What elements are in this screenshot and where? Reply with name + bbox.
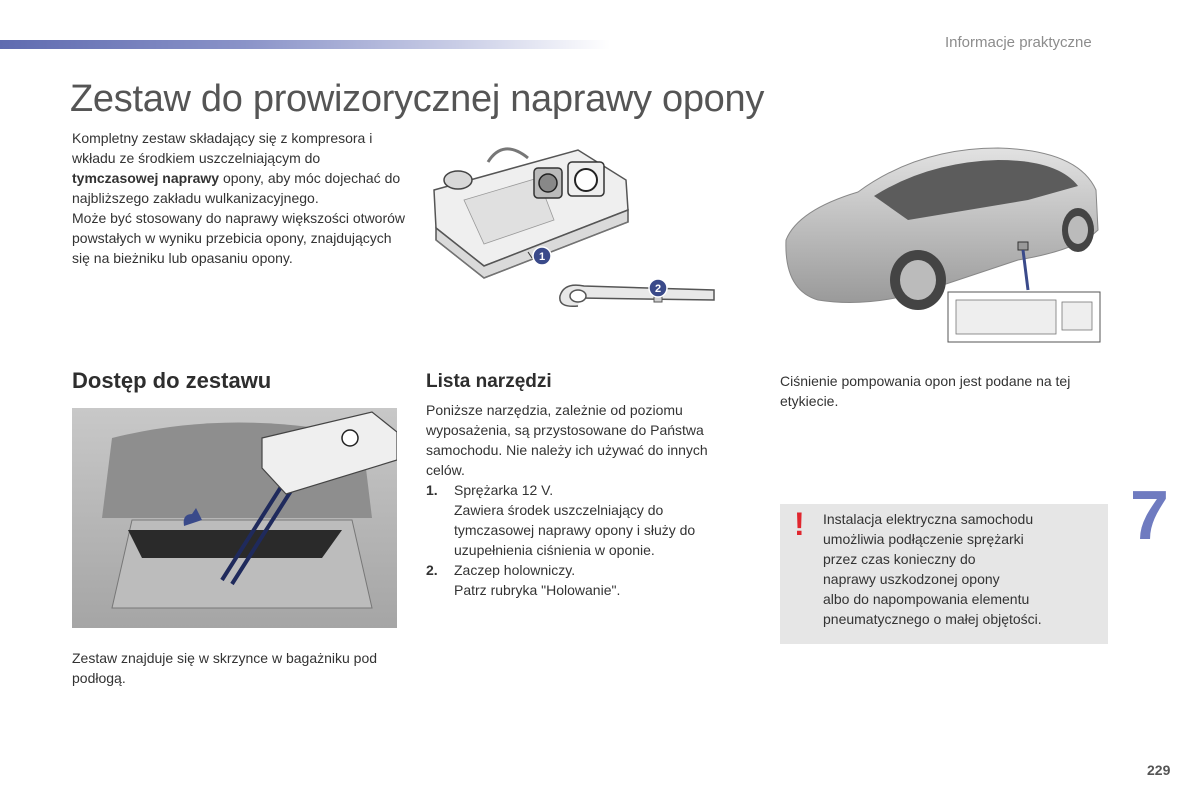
warning-line: Instalacja elektryczna samochodu (823, 511, 1034, 527)
kit-dial-knob (539, 174, 557, 192)
list-item-title: Sprężarka 12 V. (454, 482, 554, 498)
list-item (426, 480, 746, 560)
door-pillar-label-location (1018, 242, 1028, 250)
list-item-desc: Patrz rubryka "Holowanie". (454, 582, 621, 598)
warning-box (780, 504, 1108, 644)
page-title: Zestaw do prowizorycznej naprawy opony (70, 78, 765, 120)
intro-part-1: Kompletny zestaw składający się z kompresora i wkładu ze środkiem uszczelniającym do (72, 130, 373, 166)
header-accent-bar (0, 40, 610, 49)
page-number: 229 (1147, 762, 1171, 778)
trunk-illustration (72, 408, 397, 628)
warning-line: przez czas konieczny do (823, 551, 976, 567)
tire-pressure-table (956, 300, 1056, 334)
tools-intro: Poniższe narzędzia, zależnie od poziomu wyposażenia, są przystosowane do Państwa samochodu. Nie należy ich używać do innych celów. (426, 402, 708, 478)
intro-text (72, 128, 407, 268)
warning-line: albo do napompowania elementu (823, 591, 1030, 607)
car-tire-label-illustration (778, 140, 1108, 350)
list-item-number: 1. (426, 482, 438, 498)
car-rear-rim (1068, 216, 1088, 244)
tools-list (426, 480, 746, 600)
callout-2-label: 2 (654, 283, 662, 295)
warning-icon: ! (794, 506, 805, 542)
repair-kit-illustration (428, 140, 728, 330)
intro-part-2: opony, aby móc dojechać do najbliższego zakładu wulkanizacyjnego. (72, 170, 401, 206)
access-heading: Dostęp do zestawu (72, 368, 272, 393)
trunk-floor-panel (128, 530, 342, 558)
warning-line: naprawy uszkodzonej opony (823, 571, 1000, 587)
warning-text (823, 509, 1093, 629)
pressure-note: Ciśnienie pompowania opon jest podane na tej etykiecie. (780, 373, 1071, 409)
kit-handle (488, 149, 528, 162)
section-title: Informacje praktyczne (945, 34, 1092, 51)
kit-pressure-gauge (575, 169, 597, 191)
kit-cap (444, 171, 472, 189)
trunk-caption: Zestaw znajduje się w skrzynce w bagażniku pod podłogą. (72, 650, 378, 686)
list-item (426, 560, 746, 600)
intro-paragraph-1 (72, 128, 407, 208)
car-front-rim (900, 260, 936, 300)
warning-line: pneumatycznego o małej objętości. (823, 611, 1042, 627)
kit-inset-gauge (342, 430, 358, 446)
tow-eye-ring (570, 290, 586, 302)
list-item-title: Zaczep holowniczy. (454, 562, 576, 578)
callout-1-label: 1 (538, 251, 546, 263)
list-item-number: 2. (426, 562, 438, 578)
intro-paragraph-2: Może być stosowany do naprawy większości otworów powstałych w wyniku przebicia opony, znajdujących się na bieżniku lub opasaniu opony. (72, 210, 406, 266)
tire-pressure-diagram (1062, 302, 1092, 330)
list-item-desc: Zawiera środek uszczelniający do tymczasowej naprawy opony i służy do uzupełnienia ciśnienia w oponie. (454, 502, 696, 558)
chapter-number: 7 (1130, 476, 1169, 554)
intro-bold: tymczasowej naprawy (72, 170, 220, 186)
warning-line: umożliwia podłączenie sprężarki (823, 531, 1024, 547)
tools-section (426, 400, 746, 600)
tools-heading: Lista narzędzi (426, 371, 552, 392)
